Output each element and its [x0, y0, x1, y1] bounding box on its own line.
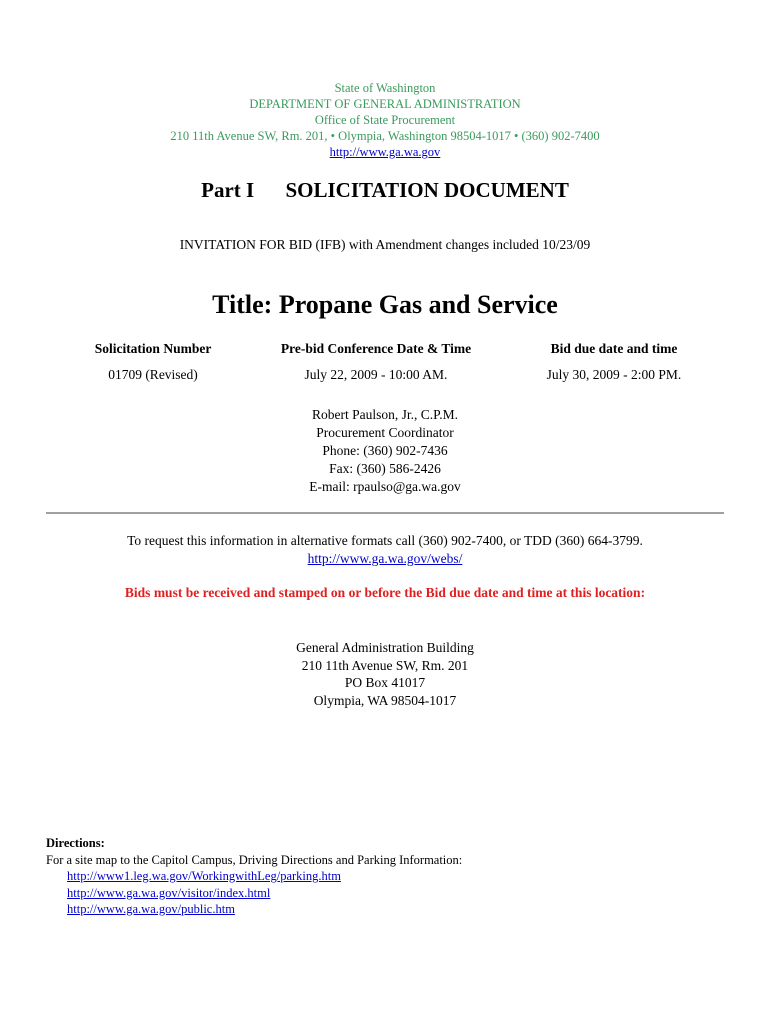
coordinator-name: Robert Paulson, Jr., C.P.M.: [312, 407, 458, 422]
webs-link[interactable]: http://www.ga.wa.gov/webs/: [307, 551, 463, 566]
visitor-link[interactable]: http://www.ga.wa.gov/visitor/index.html: [67, 885, 271, 900]
building-name: General Administration Building: [296, 640, 474, 655]
department-name: DEPARTMENT OF GENERAL ADMINISTRATION: [249, 97, 521, 111]
solicitation-number-header: Solicitation Number: [94, 341, 212, 356]
bid-due-value: July 30, 2009 - 2:00 PM.: [546, 367, 682, 382]
prebid-column: [256, 341, 496, 383]
alternative-formats-text: To request this information in alternative formats call (360) 902-7400, or TDD (360) 664-3799.: [127, 533, 643, 548]
state-name: State of Washington: [334, 81, 436, 95]
due-date-column: [494, 341, 734, 383]
part-heading: [0, 178, 770, 203]
solicitation-number-value: 01709 (Revised): [108, 367, 198, 382]
invitation-line: INVITATION FOR BID (IFB) with Amendment changes included 10/23/09: [179, 237, 591, 252]
agency-address: 210 11th Avenue SW, Rm. 201, • Olympia, Washington 98504-1017 • (360) 902-7400: [170, 129, 600, 143]
bid-due-header: Bid due date and time: [550, 341, 678, 356]
coordinator-phone: Phone: (360) 902-7436: [322, 443, 448, 458]
directions-text: For a site map to the Capitol Campus, Driving Directions and Parking Information:: [46, 852, 463, 867]
delivery-address: [0, 639, 770, 709]
solicitation-column: [33, 341, 273, 383]
agency-header: [0, 80, 770, 160]
bid-deadline-warning: Bids must be received and stamped on or before the Bid due date and time at this location:: [124, 585, 646, 600]
street-address: 210 11th Avenue SW, Rm. 201: [301, 657, 469, 673]
document-title: Title: Propane Gas and Service: [212, 290, 558, 319]
public-link[interactable]: http://www.ga.wa.gov/public.htm: [67, 902, 235, 916]
coordinator-fax: Fax: (360) 586-2426: [329, 461, 441, 476]
divider: [46, 512, 724, 514]
po-box: PO Box 41017: [344, 675, 426, 690]
prebid-conference-header: Pre-bid Conference Date & Time: [280, 341, 472, 356]
part-label: Part I: [201, 178, 255, 202]
directions-heading: Directions:: [46, 836, 105, 850]
agency-website-link[interactable]: http://www.ga.wa.gov: [329, 145, 441, 159]
directions-section: [46, 835, 726, 918]
alternative-formats: [0, 532, 770, 568]
coordinator-contact: [0, 406, 770, 496]
office-name: Office of State Procurement: [314, 113, 456, 127]
coordinator-email: E-mail: rpaulso@ga.wa.gov: [309, 479, 461, 494]
prebid-conference-value: July 22, 2009 - 10:00 AM.: [304, 367, 448, 382]
coordinator-role: Procurement Coordinator: [316, 425, 454, 440]
part-title: SOLICITATION DOCUMENT: [285, 178, 569, 202]
city-state-zip: Olympia, WA 98504-1017: [313, 692, 457, 708]
parking-link[interactable]: http://www1.leg.wa.gov/WorkingwithLeg/parking.htm: [67, 869, 341, 883]
